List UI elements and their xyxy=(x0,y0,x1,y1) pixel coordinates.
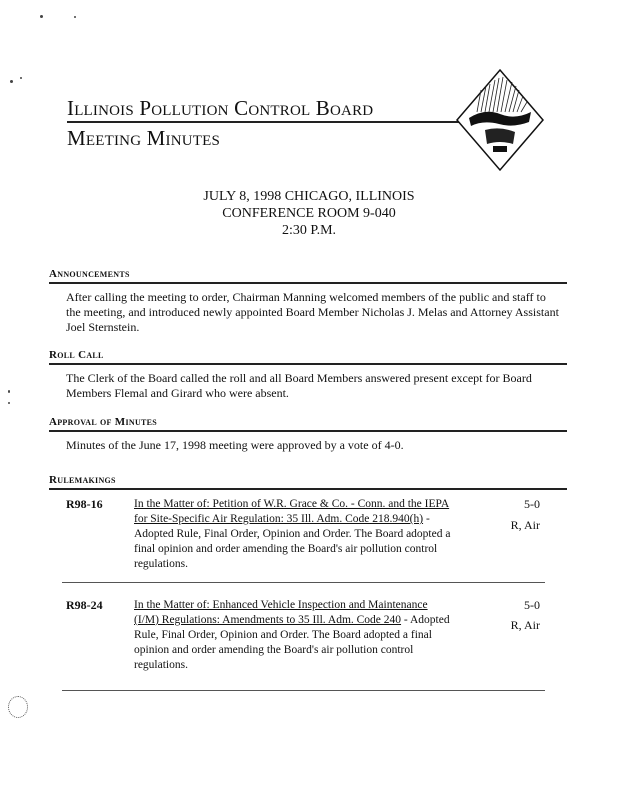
item-divider xyxy=(62,582,545,583)
section-rule xyxy=(49,282,567,284)
section-rule xyxy=(49,488,567,490)
approval-text: Minutes of the June 17, 1998 meeting were approved by a vote of 4-0. xyxy=(66,438,404,452)
doc-title: Meeting Minutes xyxy=(67,126,221,150)
meeting-time: 2:30 P.M. xyxy=(281,223,337,238)
case-title: In the Matter of: Petition of W.R. Grace & Co. - Conn. and the IEPA for Site-Specific Air Regulation: 35 Ill. Adm. Code 218.940(h) xyxy=(134,498,450,525)
scan-speck xyxy=(8,390,10,393)
docket-number: R98-16 xyxy=(66,497,103,511)
meeting-room: CONFERENCE ROOM 9-040 xyxy=(222,206,396,221)
vote-count: 5-0 xyxy=(524,497,540,511)
scan-speck xyxy=(10,80,13,83)
scan-speck xyxy=(74,16,76,18)
case-title: In the Matter of: Enhanced Vehicle Inspection and Maintenance (I/M) Regulations: Amendments to 35 Ill. Adm. Code 240 xyxy=(134,599,428,626)
section-rule xyxy=(49,363,567,365)
announcements-heading: Announcements xyxy=(49,268,130,280)
scan-speck xyxy=(8,402,10,404)
approval-heading: Approval of Minutes xyxy=(49,416,158,428)
docket-number: R98-24 xyxy=(66,598,103,612)
case-category: R, Air xyxy=(510,518,540,532)
roll-call-text: The Clerk of the Board called the roll and all Board Members answered present except for Board Members Flemal and Girard who were absent. xyxy=(66,371,532,400)
case-description xyxy=(134,497,452,572)
case-category: R, Air xyxy=(510,618,540,632)
case-description xyxy=(134,598,452,673)
org-title: Illinois Pollution Control Board xyxy=(67,96,374,120)
case-body: - Adopted Rule, Final Order, Opinion and Order. The Board adopted a final opinion and order amending the Board's air pollution control regulations. xyxy=(134,614,450,671)
rulemakings-heading: Rulemakings xyxy=(49,474,116,486)
scan-speck xyxy=(8,696,28,718)
roll-call-heading: Roll Call xyxy=(49,349,104,361)
ipcb-diamond-logo-icon xyxy=(455,68,545,172)
header-rule xyxy=(67,121,465,123)
meeting-date-location: JULY 8, 1998 CHICAGO, ILLINOIS xyxy=(203,189,415,204)
item-divider xyxy=(62,690,545,691)
scan-speck xyxy=(40,15,43,18)
vote-count: 5-0 xyxy=(524,598,540,612)
announcements-text: After calling the meeting to order, Chairman Manning welcomed members of the public and staff to the meeting, and introduced newly appointed Board Member Nicholas J. Melas and Attorney Assistant Joel Sternstein. xyxy=(66,290,559,334)
section-rule xyxy=(49,430,567,432)
case-body: - Adopted Rule, Final Order, Opinion and Order. The Board adopted a final opinion and order amending the Board's air pollution control regulations. xyxy=(134,513,451,570)
scan-speck xyxy=(20,77,22,79)
